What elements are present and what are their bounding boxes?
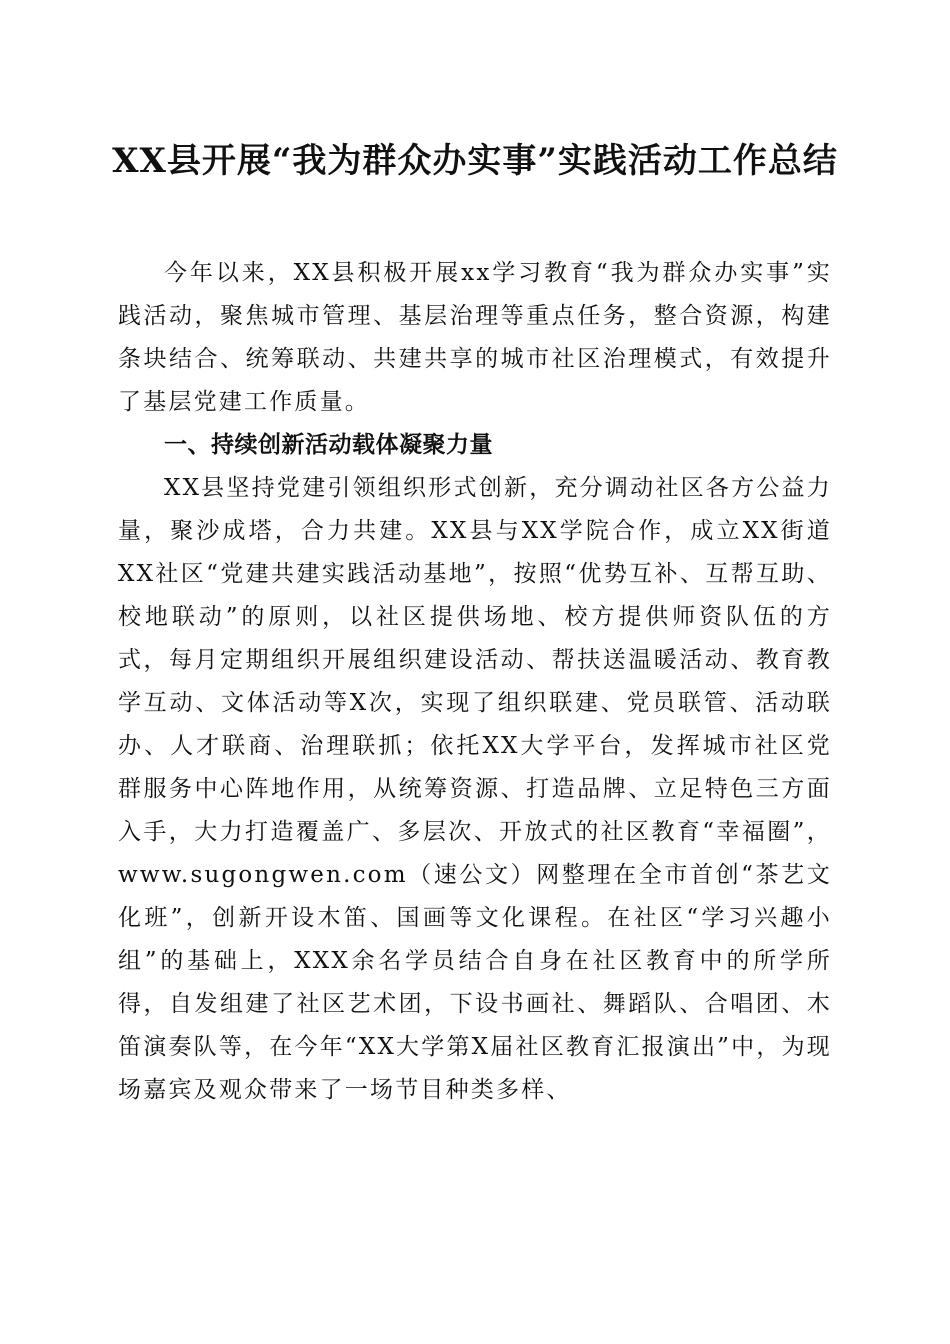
document-body [118,252,832,1112]
document-title: XX县开展“我为群众办实事”实践活动工作总结 [112,141,838,181]
section-paragraph: XX县坚持党建引领组织形式创新，充分调动社区各方公益力量，聚沙成塔，合力共建。XX县与XX学院合作，成立XX街道XX社区“党建共建实践活动基地”，按照“优势互补、互帮互助、校地联动”的原则，以社区提供场地、校方提供师资队伍的方式，每月定期组织开展组织建设活动、帮扶送温暖活动、教育教学互动、文体活动等X次，实现了组织联建、党员联管、活动联办、人才联商、治理联抓；依托XX大学平台，发挥城市社区党群服务中心阵地作用，从统筹资源、打造品牌、立足特色三方面入手，大力打造覆盖广、多层次、开放式的社区教育“幸福圈”，www.sugongwen.com（速公文）网整理在全市首创“茶艺文化班”，创新开设木笛、国画等文化课程。在社区“学习兴趣小组”的基础上，XXX余名学员结合自身在社区教育中的所学所得，自发组建了社区艺术团，下设书画社、舞蹈队、合唱团、木笛演奏队等，在今年“XX大学第X届社区教育汇报演出”中，为现场嘉宾及观众带来了一场节目种类多样、 [118,475,832,1103]
section-heading: 一、持续创新活动载体凝聚力量 [164,432,493,458]
intro-paragraph: 今年以来，XX县积极开展xx学习教育“我为群众办实事”实践活动，聚焦城市管理、基层治理等重点任务，整合资源，构建条块结合、统筹联动、共建共享的城市社区治理模式，有效提升了基层党建工作质量。 [118,260,832,415]
